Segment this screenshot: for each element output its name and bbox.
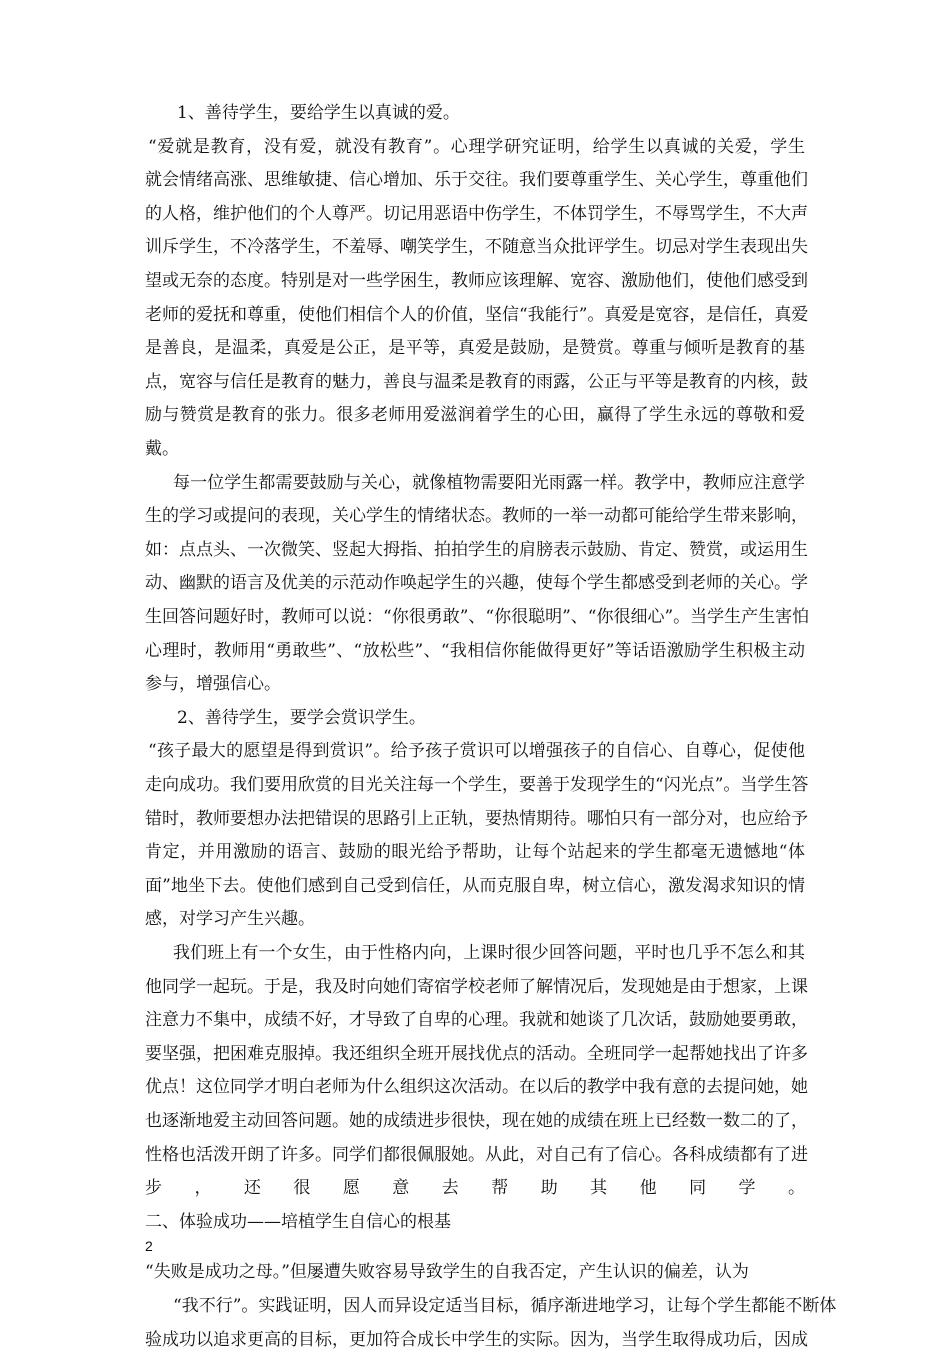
- paragraph-line: 优点！这位同学才明白老师为什么组织这次活动。在以后的教学中我有意的去提问她，她: [145, 1077, 808, 1097]
- paragraph-line: “我不行”。实践证明，因人而异设定适当目标，循序渐进地学习，让每个学生都能不断体: [173, 1296, 837, 1316]
- paragraph-line: 他同学一起玩。于是，我及时向她们寄宿学校老师了解情况后，发现她是由于想家，上课: [145, 977, 808, 997]
- paragraph-line: “爱就是教育，没有爱，就没有教育”。心理学研究证明，给学生以真诚的关爱，学生: [148, 137, 805, 157]
- paragraph-line: 如：点点头、一次微笑、竖起大拇指、拍拍学生的肩膀表示鼓励、肯定、赞赏，或运用生: [145, 540, 808, 560]
- paragraph-line: 步，还很愿意去帮助其他同学。: [145, 1178, 805, 1198]
- paragraph-line: “孩子最大的愿望是得到赏识”。给予孩子赏识可以增强孩子的自信心、自尊心，促使他: [148, 741, 805, 761]
- paragraph-line: 感，对学习产生兴趣。: [145, 909, 315, 929]
- paragraph-line: 戴。: [145, 439, 179, 459]
- paragraph-line: 参与，增强信心。: [145, 674, 281, 694]
- paragraph-line: 心理时，教师用“勇敢些”、“放松些”、“我相信你能做得更好”等话语激励学生积极主动: [145, 641, 805, 661]
- paragraph-line: 励与赞赏是教育的张力。很多老师用爱滋润着学生的心田，赢得了学生永远的尊敬和爱: [145, 405, 805, 425]
- paragraph-line: 训斥学生，不冷落学生，不羞辱、嘲笑学生，不随意当众批评学生。切忌对学生表现出失: [145, 237, 808, 257]
- paragraph-line: 生回答问题好时，教师可以说：“你很勇敢”、“你很聪明”、“你很细心”。当学生产生害怕: [145, 607, 810, 627]
- section-heading: 1、善待学生，要给学生以真诚的爱。: [177, 103, 460, 123]
- paragraph-line: 面”地坐下去。使他们感到自己受到信任，从而克服自卑，树立信心，激发渴求知识的情: [145, 876, 805, 896]
- paragraph-line: 是善良，是温柔，真爱是公正，是平等，真爱是鼓励，是赞赏。尊重与倾听是教育的基: [145, 338, 805, 358]
- paragraph-line: 要坚强，把困难克服掉。我还组织全班开展找优点的活动。全班同学一起帮她找出了许多: [145, 1044, 808, 1064]
- page-number: 2: [145, 1238, 153, 1254]
- paragraph-line: 二、体验成功——培植学生自信心的根基: [145, 1212, 451, 1232]
- paragraph-line: 就会情绪高涨、思维敏捷、信心增加、乐于交往。我们要尊重学生、关心学生，尊重他们: [145, 170, 808, 190]
- paragraph-line: 的人格，维护他们的个人尊严。切记用恶语中伤学生，不体罚学生，不辱骂学生，不大声: [145, 204, 808, 224]
- paragraph-line: 肯定，并用激励的语言、鼓励的眼光给予帮助，让每个站起来的学生都毫无遗憾地“体: [145, 842, 805, 862]
- paragraph-line: 也逐渐地爱主动回答问题。她的成绩进步很快，现在她的成绩在班上已经数一数二的了，: [145, 1111, 808, 1131]
- paragraph-line: 生的学习或提问的表现，关心学生的情绪状态。教师的一举一动都可能给学生带来影响，: [145, 506, 808, 526]
- section-heading: “失败是成功之母。”但屡遭失败容易导致学生的自我否定，产生认识的偏差，认为: [145, 1262, 749, 1282]
- section-heading: 2、善待学生，要学会赏识学生。: [177, 708, 426, 728]
- paragraph-line: 望或无奈的态度。特别是对一些学困生，教师应该理解、宽容、激励他们，使他们感受到: [145, 271, 808, 291]
- paragraph-line: 我们班上有一个女生，由于性格内向，上课时很少回答问题，平时也几乎不怎么和其: [173, 943, 805, 963]
- paragraph-line: 验成功以追求更高的目标，更加符合成长中学生的实际。因为，当学生取得成功后，因成: [145, 1330, 808, 1350]
- paragraph-line: 老师的爱抚和尊重，使他们相信个人的价值，坚信“我能行”。真爱是宽容，是信任，真爱: [145, 305, 809, 325]
- paragraph-line: 错时，教师要想办法把错误的思路引上正轨，要热情期待。哪怕只有一部分对，也应给予: [145, 809, 808, 829]
- paragraph-line: 每一位学生都需要鼓励与关心，就像植物需要阳光雨露一样。教学中，教师应注意学: [173, 473, 805, 493]
- paragraph-line: 注意力不集中，成绩不好，才导致了自卑的心理。我就和她谈了几次话，鼓励她要勇敢，: [145, 1010, 808, 1030]
- paragraph-line: 性格也活泼开朗了许多。同学们都很佩服她。从此，对自己有了信心。各科成绩都有了进: [145, 1145, 808, 1165]
- paragraph-line: 点，宽容与信任是教育的魅力，善良与温柔是教育的雨露，公正与平等是教育的内核，鼓: [145, 372, 808, 392]
- paragraph-line: 动、幽默的语言及优美的示范动作唤起学生的兴趣，使每个学生都感受到老师的关心。学: [145, 573, 808, 593]
- paragraph-line: 走向成功。我们要用欣赏的目光关注每一个学生，要善于发现学生的“闪光点”。当学生答: [145, 775, 809, 795]
